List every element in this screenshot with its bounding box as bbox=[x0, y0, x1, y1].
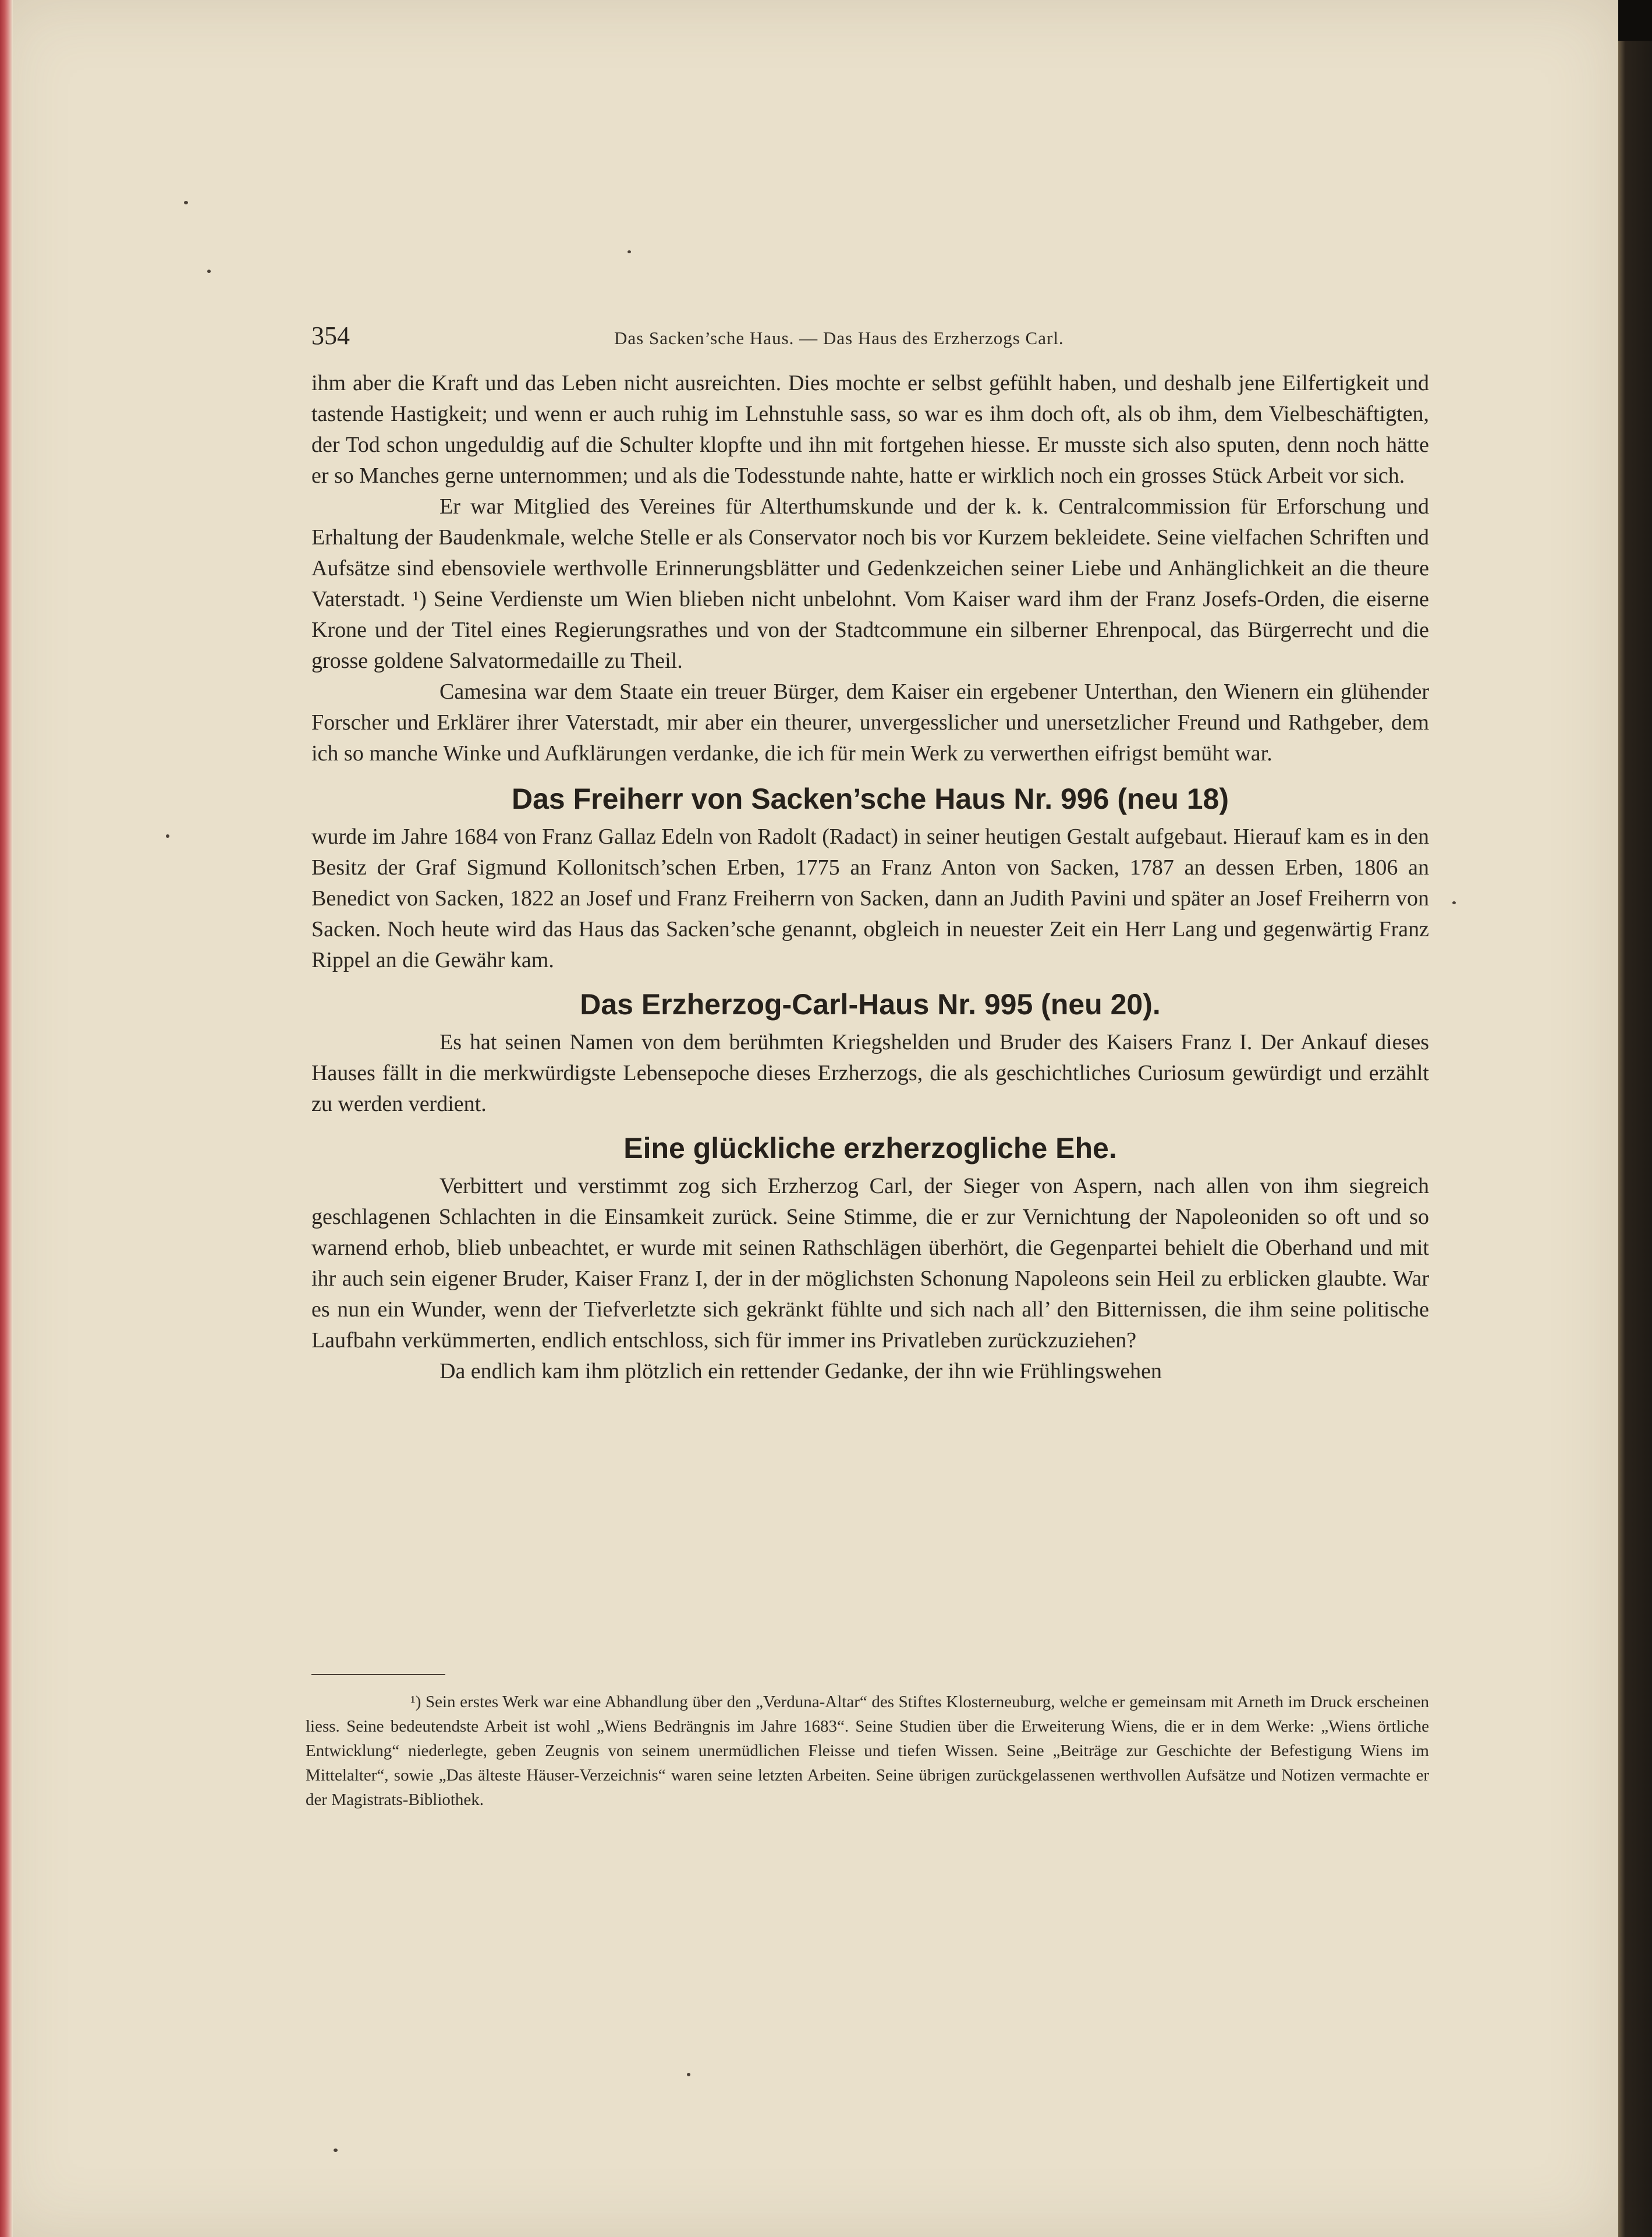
page-binding-edge bbox=[0, 0, 13, 2237]
paragraph: Verbittert und verstimmt zog sich Erzherzog Carl, der Sieger von Aspern, nach allen von ihm siegreich geschlagenen Schlachten in die Einsamkeit zurück. Seine Stimme, die er zur Vernichtung der Napoleoniden so oft und so warnend erhob, blieb unbeachtet, er wurde mit seinen Rathschlägen überhört, die Gegenpartei behielt die Oberhand und mit ihr auch sein eigener Bruder, Kaiser Franz I, der in der möglichsten Schonung Napoleons sein Heil zu erblicken glaubte. War es nun ein Wunder, wenn der Tiefverletzte sich gekränkt fühlte und sich nach all’ den Bitternissen, die ihm seine politische Laufbahn verkümmerten, endlich entschloss, sich für immer ins Privatleben zurückzuziehen? bbox=[311, 1174, 1429, 1353]
section-heading: Das Freiherr von Sacken’sche Haus Nr. 996 (neu 18) bbox=[511, 783, 1229, 815]
paragraph: ihm aber die Kraft und das Leben nicht ausreichten. Dies mochte er selbst gefühlt haben, und deshalb jene Eilfertigkeit und tastende Hastigkeit; und wenn er auch ruhig im Lehnstuhle sass, so war es ihm doch oft, als ob ihm, dem Vielbeschäftigten, der Tod schon ungeduldig auf die Schulter klopfte und ihn mit fortgehen hiesse. Er musste sich also sputen, denn noch hätte er so Manches gerne unternommen; und als die Todesstunde nahte, hatte er wirklich noch ein grosses Stück Arbeit vor sich. bbox=[311, 371, 1429, 488]
page-number: 354 bbox=[311, 321, 350, 350]
ink-speck bbox=[1452, 901, 1456, 904]
paragraph: Er war Mitglied des Vereines für Alterthumskunde und der k. k. Centralcommission für Erforschung und Erhaltung der Baudenkmale, welche Stelle er als Conservator noch bis vor Kurzem bekleidete. Seine vielfachen Schriften und Aufsätze sind ebensoviele werthvolle Erinnerungsblätter und Gedenkzeichen seiner Liebe und Anhänglichkeit an die theure Vaterstadt. ¹) Seine Verdienste um Wien blieben nicht unbelohnt. Vom Kaiser ward ihm der Franz Josefs-Orden, die eiserne Krone und der Titel eines Regierungsrathes und von der Stadtcommune ein silberner Ehrenpocal, das Bürgerrecht und die grosse goldene Salvatormedaille zu Theil. bbox=[311, 494, 1429, 673]
section-heading: Das Erzherzog-Carl-Haus Nr. 995 (neu 20). bbox=[580, 988, 1161, 1021]
paragraph: Da endlich kam ihm plötzlich ein rettender Gedanke, der ihn wie Frühlingswehen bbox=[439, 1359, 1162, 1383]
ink-speck bbox=[687, 2073, 690, 2076]
ink-speck bbox=[166, 834, 169, 838]
paragraph: Es hat seinen Namen von dem berühmten Kriegshelden und Bruder des Kaisers Franz I. Der Ankauf dieses Hauses fällt in die merkwürdigste Lebensepoche dieses Erzherzogs, die als geschichtliches Curiosum gewürdigt und erzählt zu werden verdient. bbox=[311, 1030, 1429, 1116]
footnotes bbox=[306, 1690, 1429, 1812]
paragraph: wurde im Jahre 1684 von Franz Gallaz Edeln von Radolt (Radact) in seiner heutigen Gestalt aufgebaut. Hierauf kam es in den Besitz der Graf Sigmund Kollonitsch’schen Erben, 1775 an Franz Anton von Sacken, 1787 an dessen Erben, 1806 an Benedict von Sacken, 1822 an Josef und Franz Freiherrn von Sacken, dann an Judith Pavini und später an Josef Freiherrn von Sacken. Noch heute wird das Haus das Sacken’sche genannt, obgleich in neuester Zeit ein Herr Lang und gegenwärtig Franz Rippel an die Gewähr kam. bbox=[311, 824, 1429, 972]
paragraph: Camesina war dem Staate ein treuer Bürger, dem Kaiser ein ergebener Unterthan, den Wienern ein glühender Forscher und Erklärer ihrer Vaterstadt, mir aber ein theurer, unvergesslicher und unersetzlicher Freund und Rathgeber, dem ich so manche Winke und Aufklärungen verdanke, die ich für mein Werk zu verwerthen eifrigst bemüht war. bbox=[311, 679, 1429, 766]
section-heading: Eine glückliche erzherzogliche Ehe. bbox=[623, 1132, 1117, 1164]
running-title: Das Sacken’sche Haus. — Das Haus des Erzherzogs Carl. bbox=[614, 328, 1064, 348]
running-head bbox=[311, 317, 1429, 358]
corner-mark bbox=[1618, 0, 1652, 41]
ink-speck bbox=[207, 270, 211, 273]
ink-speck bbox=[334, 2148, 338, 2152]
main-text bbox=[311, 368, 1429, 1387]
ink-speck bbox=[184, 201, 188, 204]
footnote: ¹) Sein erstes Werk war eine Abhandlung über den „Verduna-Altar“ des Stiftes Klosterneuburg, welche er gemeinsam mit Arneth im Druck erscheinen liess. Seine bedeutendste Arbeit ist wohl „Wiens Bedrängnis im Jahre 1683“. Seine Studien über die Erweiterung Wiens, die er in dem Werke: „Wiens örtliche Entwicklung“ niederlegte, geben Zeugnis von seinem unermüdlichen Fleisse und tiefen Wissen. Seine „Beiträge zur Geschichte der Befestigung Wiens im Mittelalter“, sowie „Das älteste Häuser-Verzeichnis“ waren seine letzten Arbeiten. Seine übrigen zurückgelassenen werthvollen Aufsätze und Notizen vermachte er der Magistrats-Bibliothek. bbox=[306, 1693, 1429, 1809]
book-cover-edge bbox=[1618, 0, 1652, 2237]
ink-speck bbox=[628, 250, 631, 253]
footnote-divider bbox=[311, 1674, 445, 1675]
